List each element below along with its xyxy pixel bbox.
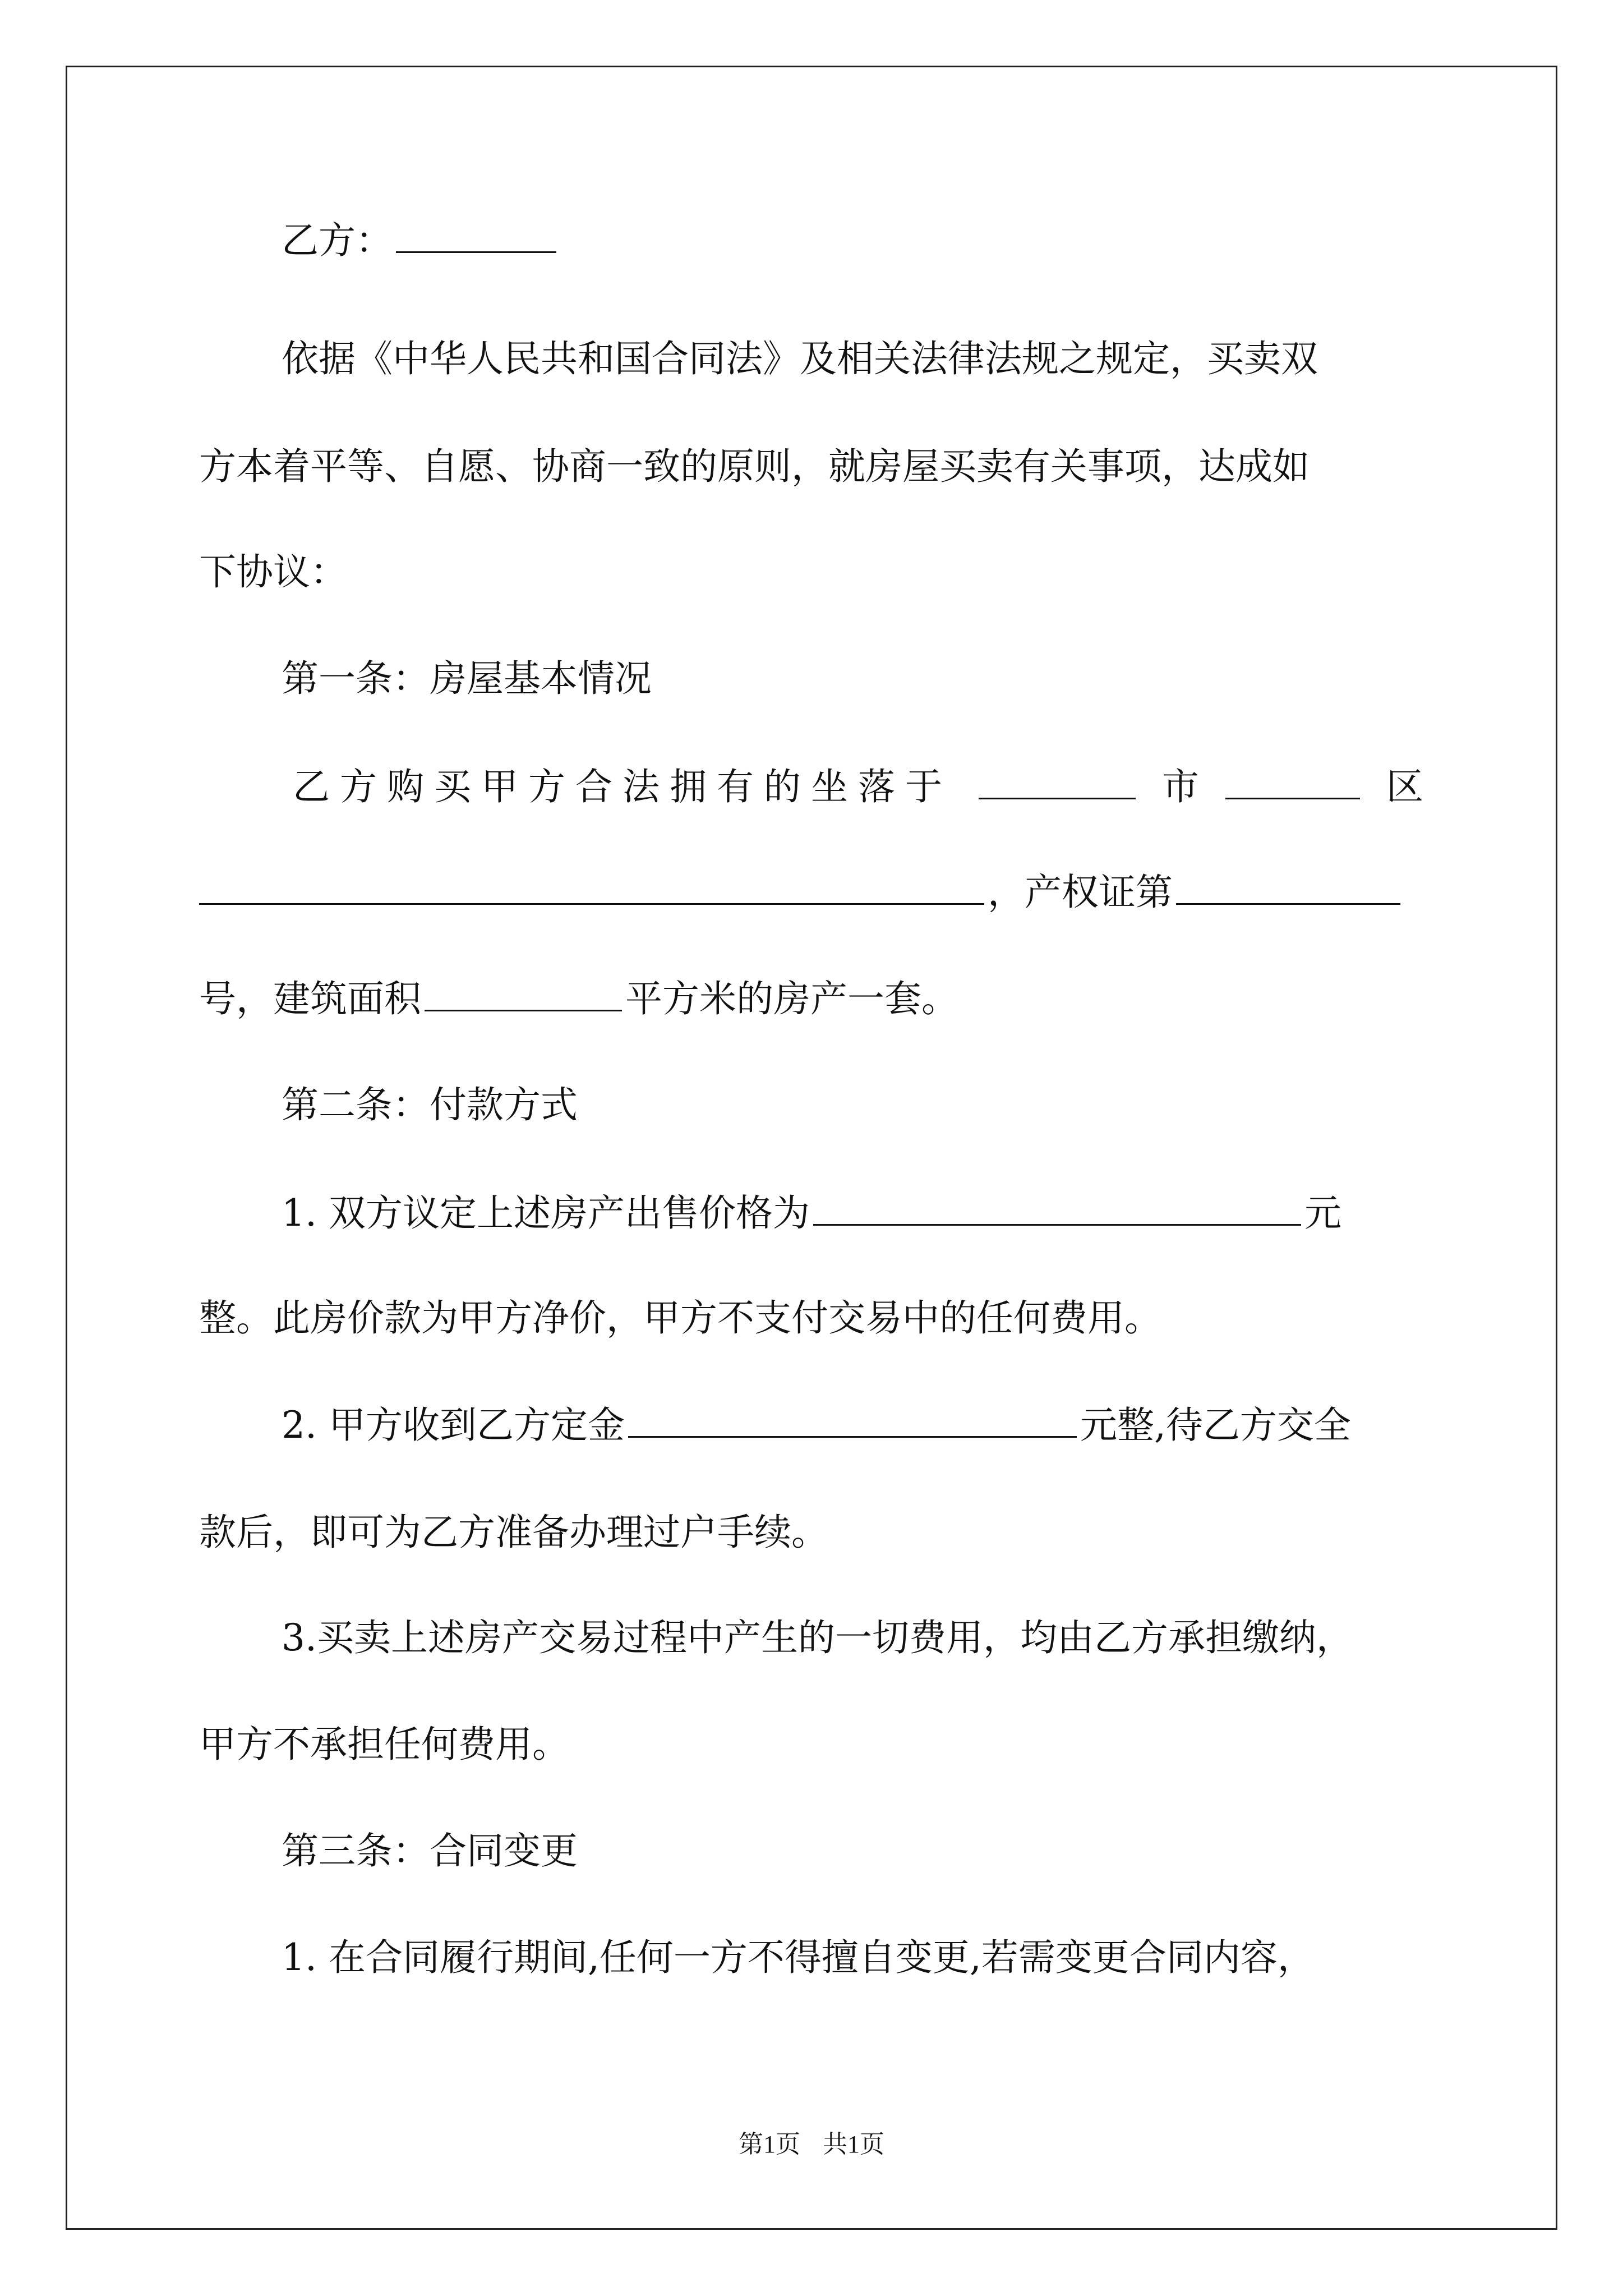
change-text-1: 1. 在合同履行期间,任何一方不得擅自变更,若需变更合同内容，: [282, 1936, 1315, 1979]
article2-heading-text: 第二条：付款方式: [282, 1083, 578, 1126]
article1-line-2: [199, 869, 1404, 914]
party-b-blank: [396, 218, 556, 253]
page-total: 共1页: [823, 2131, 884, 2158]
article2-item1-line1: [282, 1190, 1341, 1235]
article1-line-3: [199, 976, 958, 1021]
article2-item3-line1: [282, 1616, 1353, 1660]
area-blank: [425, 976, 622, 1011]
article1-heading-text: 第一条：房屋基本情况: [282, 657, 652, 700]
price-label: 1. 双方议定上述房产出售价格为: [282, 1191, 810, 1235]
area-suffix: 平方米的房产一套。: [625, 977, 958, 1020]
city-unit: 市: [1162, 765, 1199, 808]
article2-item3-line2: [199, 1722, 569, 1767]
certificate-label: ，产权证第: [988, 871, 1173, 914]
deposit-note: 款后，即可为乙方准备办理过户手续。: [199, 1511, 828, 1554]
preamble-line-1: [282, 337, 1423, 381]
article2-item2-line2: [199, 1510, 828, 1555]
deposit-blank: [628, 1402, 1077, 1438]
district-blank: [1225, 764, 1360, 799]
city-blank: [979, 764, 1136, 799]
deposit-label: 2. 甲方收到乙方定金: [282, 1404, 625, 1447]
article1-heading: [282, 656, 652, 701]
article2-heading: [282, 1083, 578, 1128]
page-border: [66, 66, 1557, 2230]
preamble-text-2: 方本着平等、自愿、协商一致的原则，就房屋买卖有关事项，达成如: [199, 445, 1310, 488]
page-current: 第1页: [739, 2131, 800, 2158]
address-blank: [199, 869, 984, 905]
district-unit: 区: [1386, 765, 1423, 808]
certificate-blank: [1176, 869, 1400, 905]
preamble-text-3: 下协议：: [199, 550, 347, 593]
price-unit: 元: [1304, 1191, 1341, 1235]
preamble-text-1: 依据《中华人民共和国合同法》及相关法律法规之规定，买卖双: [282, 337, 1318, 380]
party-b-label: 乙方：: [282, 219, 393, 262]
fees-text-2: 甲方不承担任何费用。: [199, 1723, 569, 1766]
page-footer: [0, 2129, 1623, 2160]
preamble-line-3: [199, 550, 347, 595]
article1-line-1: [293, 764, 1423, 809]
preamble-line-2: [199, 444, 1310, 489]
article3-heading-text: 第三条：合同变更: [282, 1829, 578, 1872]
fees-text-1: 3.买卖上述房产交易过程中产生的一切费用，均由乙方承担缴纳，: [282, 1616, 1353, 1659]
price-note: 整。此房价款为甲方净价，甲方不支付交易中的任何费用。: [199, 1296, 1161, 1340]
article3-heading: [282, 1829, 578, 1874]
article1-location-text: 乙方购买甲方合法拥有的坐落于: [293, 765, 952, 808]
party-b-line: [282, 218, 560, 263]
area-label: 号，建筑面积: [199, 977, 421, 1020]
article2-item2-line1: [282, 1402, 1351, 1447]
article2-item1-line2: [199, 1296, 1161, 1341]
deposit-suffix: 元整,待乙方交全: [1080, 1404, 1351, 1447]
price-blank: [813, 1190, 1301, 1226]
article3-item1-line1: [282, 1935, 1315, 1980]
